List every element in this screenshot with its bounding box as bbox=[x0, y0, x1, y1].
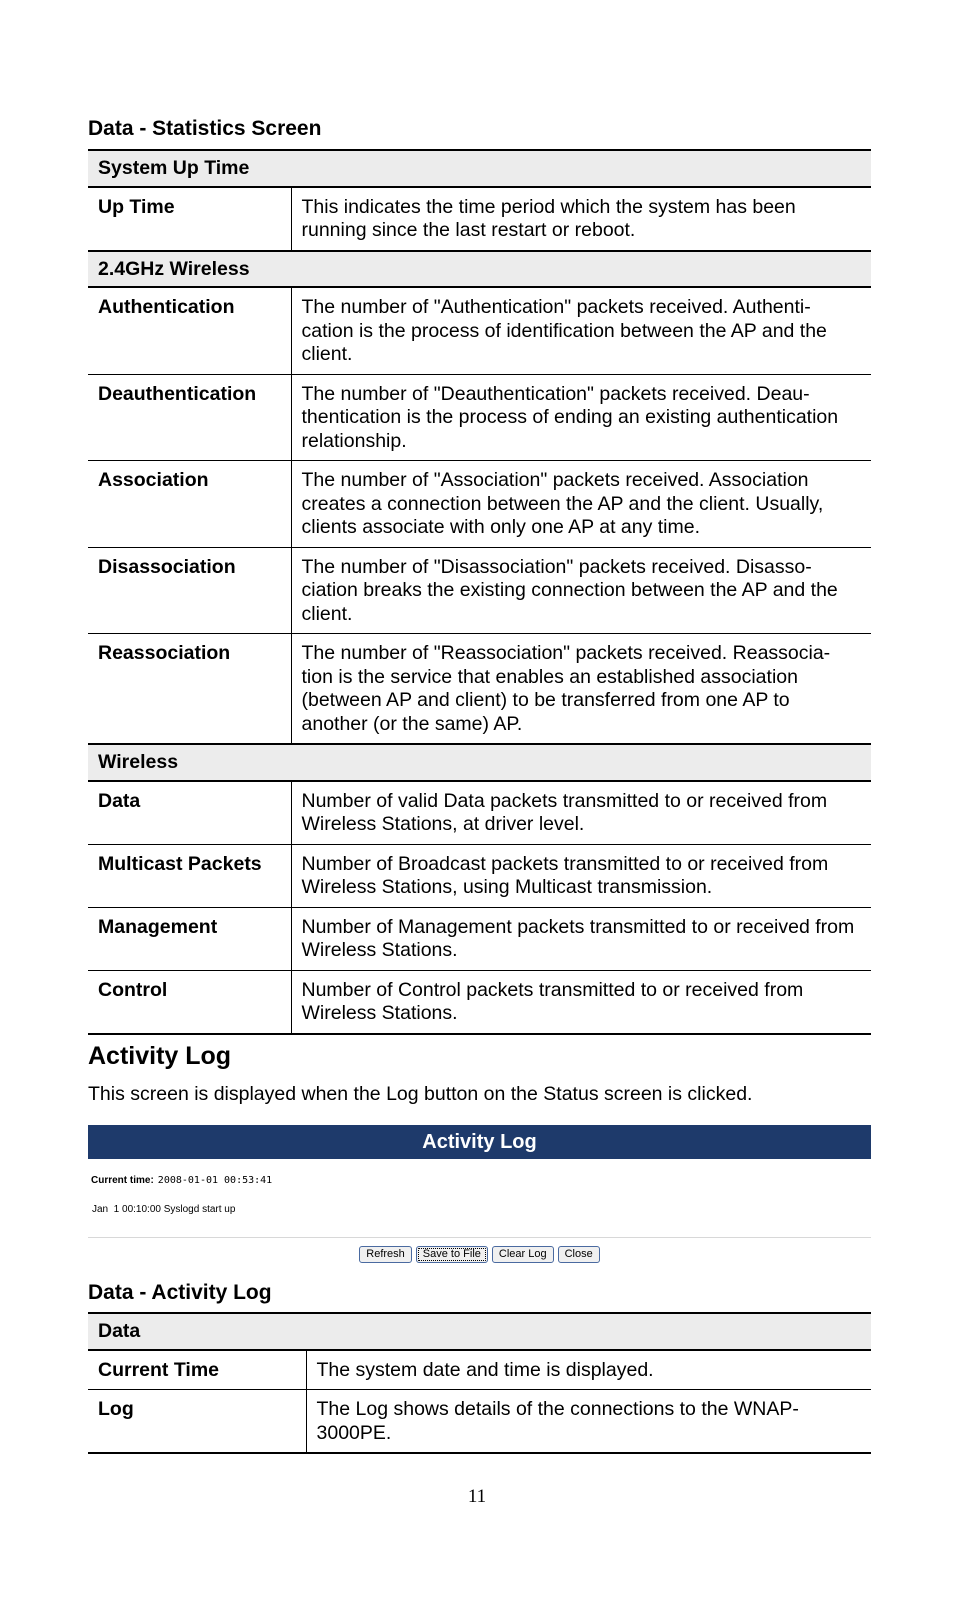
term-log: Log bbox=[88, 1390, 306, 1454]
term-up-time: Up Time bbox=[88, 187, 291, 251]
desc-data: Number of valid Data packets transmitted to or received from Wireless Stations, at driver level. bbox=[291, 781, 871, 845]
current-time-value: 2008-01-01 00:53:41 bbox=[157, 1175, 273, 1186]
term-deauthentication: Deauthentication bbox=[88, 374, 291, 461]
desc-deauthentication: The number of "Deauthentication" packets received. Deau-thentication is the process of ending an existing authentication relationship. bbox=[291, 374, 871, 461]
desc-association: The number of "Association" packets received. Association creates a connection between the AP and the client. Usually, clients associate with only one AP at any time. bbox=[291, 461, 871, 548]
term-control: Control bbox=[88, 970, 291, 1034]
desc-reassociation: The number of "Reassociation" packets received. Reassocia-tion is the service that enables an established association (between AP and client) to be transferred from one AP to another (or the same) AP. bbox=[291, 634, 871, 745]
table-row bbox=[88, 1350, 871, 1390]
desc-up-time: This indicates the time period which the system has been running since the last restart or reboot. bbox=[291, 187, 871, 251]
table-row bbox=[88, 461, 871, 548]
table-row bbox=[88, 287, 871, 374]
table-row bbox=[88, 547, 871, 634]
category-row-24ghz-wireless bbox=[88, 251, 871, 288]
activity-log-intro: This screen is displayed when the Log button on the Status screen is clicked. bbox=[88, 1083, 753, 1105]
activity-log-table bbox=[88, 1312, 871, 1454]
page-number: 11 bbox=[467, 1486, 487, 1507]
desc-current-time: The system date and time is displayed. bbox=[306, 1350, 871, 1390]
log-button-bar bbox=[88, 1246, 871, 1263]
term-multicast-packets: Multicast Packets bbox=[88, 844, 291, 907]
close-button[interactable]: Close bbox=[558, 1246, 600, 1263]
save-to-file-button[interactable]: Save to File bbox=[416, 1246, 488, 1263]
term-association: Association bbox=[88, 461, 291, 548]
desc-disassociation: The number of "Disassociation" packets received. Disasso-ciation breaks the existing connection between the AP and the client. bbox=[291, 547, 871, 634]
category-row-wireless bbox=[88, 744, 871, 781]
category-label: System Up Time bbox=[88, 150, 871, 187]
desc-control: Number of Control packets transmitted to or received from Wireless Stations. bbox=[291, 970, 871, 1034]
table-row bbox=[88, 1390, 871, 1454]
table-row bbox=[88, 374, 871, 461]
divider bbox=[88, 1237, 871, 1238]
table-row bbox=[88, 634, 871, 745]
desc-authentication: The number of "Authentication" packets received. Authenti-cation is the process of identification between the AP and the client. bbox=[291, 287, 871, 374]
clear-log-button[interactable]: Clear Log bbox=[492, 1246, 554, 1263]
statistics-section-title: Data - Statistics Screen bbox=[88, 117, 322, 140]
category-label: Data bbox=[88, 1313, 871, 1350]
category-label: Wireless bbox=[88, 744, 871, 781]
term-disassociation: Disassociation bbox=[88, 547, 291, 634]
activity-log-data-title: Data - Activity Log bbox=[88, 1281, 272, 1304]
term-reassociation: Reassociation bbox=[88, 634, 291, 745]
desc-multicast-packets: Number of Broadcast packets transmitted to or received from Wireless Stations, using Multicast transmission. bbox=[291, 844, 871, 907]
desc-log: The Log shows details of the connections to the WNAP-3000PE. bbox=[306, 1390, 871, 1454]
current-time-readout bbox=[91, 1175, 272, 1186]
term-management: Management bbox=[88, 907, 291, 970]
category-row-system-up-time bbox=[88, 150, 871, 187]
table-row bbox=[88, 907, 871, 970]
screenshot-header: Activity Log bbox=[88, 1125, 871, 1159]
term-current-time: Current Time bbox=[88, 1350, 306, 1390]
category-row-data bbox=[88, 1313, 871, 1350]
refresh-button[interactable]: Refresh bbox=[359, 1246, 412, 1263]
statistics-table bbox=[88, 149, 871, 1035]
activity-log-heading: Activity Log bbox=[88, 1042, 232, 1070]
term-data: Data bbox=[88, 781, 291, 845]
log-entry: Jan 1 00:10:00 Syslogd start up bbox=[92, 1204, 236, 1215]
category-label: 2.4GHz Wireless bbox=[88, 251, 871, 288]
table-row bbox=[88, 187, 871, 251]
desc-management: Number of Management packets transmitted to or received from Wireless Stations. bbox=[291, 907, 871, 970]
table-row bbox=[88, 781, 871, 845]
table-row bbox=[88, 844, 871, 907]
current-time-label: Current time: bbox=[91, 1175, 154, 1186]
term-authentication: Authentication bbox=[88, 287, 291, 374]
activity-log-screenshot bbox=[88, 1125, 871, 1270]
table-row bbox=[88, 970, 871, 1034]
